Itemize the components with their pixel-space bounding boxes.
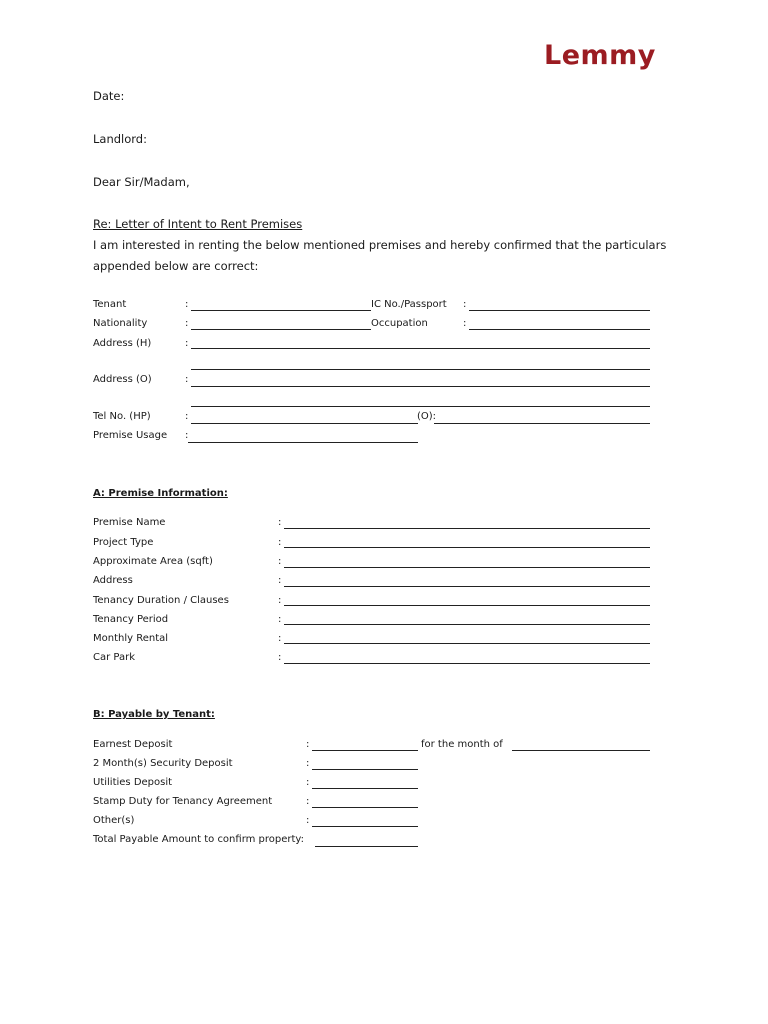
monthly-rental-label: Monthly Rental: [93, 633, 169, 644]
tenant-field[interactable]: [191, 310, 371, 311]
stamp-duty-field[interactable]: [312, 807, 418, 808]
ic-passport-label: IC No./Passport: [371, 299, 447, 310]
date-label: Date:: [93, 89, 125, 103]
landlord-label: Landlord:: [93, 132, 147, 146]
colon: :: [463, 299, 467, 310]
colon: :: [306, 796, 310, 807]
colon: :: [278, 633, 282, 644]
section-b-heading: B: Payable by Tenant:: [93, 709, 215, 720]
premise-address-field[interactable]: [284, 586, 650, 587]
colon: :: [278, 652, 282, 663]
earnest-deposit-field[interactable]: [312, 750, 418, 751]
tenancy-period-field[interactable]: [284, 624, 650, 625]
nationality-field[interactable]: [191, 329, 371, 330]
stamp-duty-label: Stamp Duty for Tenancy Agreement: [93, 796, 273, 807]
project-type-label: Project Type: [93, 537, 154, 548]
colon: :: [278, 595, 282, 606]
colon: :: [185, 338, 189, 349]
colon: :: [185, 374, 189, 385]
colon: :: [185, 318, 189, 329]
subject-line: Re: Letter of Intent to Rent Premises: [93, 217, 303, 231]
colon: :: [278, 556, 282, 567]
company-logo: Lemmy: [544, 40, 656, 71]
premise-address-label: Address: [93, 575, 133, 586]
colon: :: [278, 575, 282, 586]
address-h-label: Address (H): [93, 338, 152, 349]
tenancy-duration-label: Tenancy Duration / Clauses: [93, 595, 229, 606]
approximate-area-field[interactable]: [284, 567, 650, 568]
premise-name-label: Premise Name: [93, 517, 166, 528]
tel-office-label: (O):: [417, 411, 437, 422]
monthly-rental-field[interactable]: [284, 643, 650, 644]
intro-line-2: appended below are correct:: [93, 259, 259, 273]
month-of-field[interactable]: [512, 750, 650, 751]
colon: :: [278, 614, 282, 625]
security-deposit-label: 2 Month(s) Security Deposit: [93, 758, 233, 769]
car-park-label: Car Park: [93, 652, 136, 663]
earnest-deposit-label: Earnest Deposit: [93, 739, 173, 750]
tel-office-field[interactable]: [434, 423, 650, 424]
tenancy-duration-field[interactable]: [284, 605, 650, 606]
total-payable-field[interactable]: [315, 846, 418, 847]
car-park-field[interactable]: [284, 663, 650, 664]
colon: :: [278, 537, 282, 548]
tenancy-period-label: Tenancy Period: [93, 614, 169, 625]
section-a-heading: A: Premise Information:: [93, 488, 228, 499]
address-o-field-line-1[interactable]: [191, 386, 650, 387]
colon: :: [185, 299, 189, 310]
colon: :: [463, 318, 467, 329]
project-type-field[interactable]: [284, 547, 650, 548]
for-the-month-of-label: for the month of: [421, 739, 503, 750]
intro-line-1: I am interested in renting the below mentioned premises and hereby confirmed that the particulars: [93, 238, 667, 252]
utilities-deposit-field[interactable]: [312, 788, 418, 789]
address-o-label: Address (O): [93, 374, 152, 385]
address-h-field-line-1[interactable]: [191, 348, 650, 349]
colon: :: [306, 739, 310, 750]
others-label: Other(s): [93, 815, 135, 826]
utilities-deposit-label: Utilities Deposit: [93, 777, 173, 788]
others-field[interactable]: [312, 826, 418, 827]
tenant-label: Tenant: [93, 299, 127, 310]
colon: :: [306, 758, 310, 769]
total-payable-label: Total Payable Amount to confirm property:: [93, 834, 304, 845]
tel-hp-label: Tel No. (HP): [93, 411, 151, 422]
nationality-label: Nationality: [93, 318, 148, 329]
ic-passport-field[interactable]: [469, 310, 650, 311]
address-h-field-line-2[interactable]: [191, 369, 650, 370]
premise-usage-field[interactable]: [188, 442, 418, 443]
colon: :: [306, 777, 310, 788]
premise-name-field[interactable]: [284, 528, 650, 529]
approximate-area-label: Approximate Area (sqft): [93, 556, 213, 567]
colon: :: [278, 517, 282, 528]
colon: :: [306, 815, 310, 826]
occupation-label: Occupation: [371, 318, 428, 329]
security-deposit-field[interactable]: [312, 769, 418, 770]
salutation: Dear Sir/Madam,: [93, 175, 190, 189]
address-o-field-line-2[interactable]: [191, 406, 650, 407]
tel-hp-field[interactable]: [191, 423, 418, 424]
colon: :: [185, 411, 189, 422]
premise-usage-label: Premise Usage: [93, 430, 168, 441]
colon: :: [185, 430, 189, 441]
occupation-field[interactable]: [469, 329, 650, 330]
